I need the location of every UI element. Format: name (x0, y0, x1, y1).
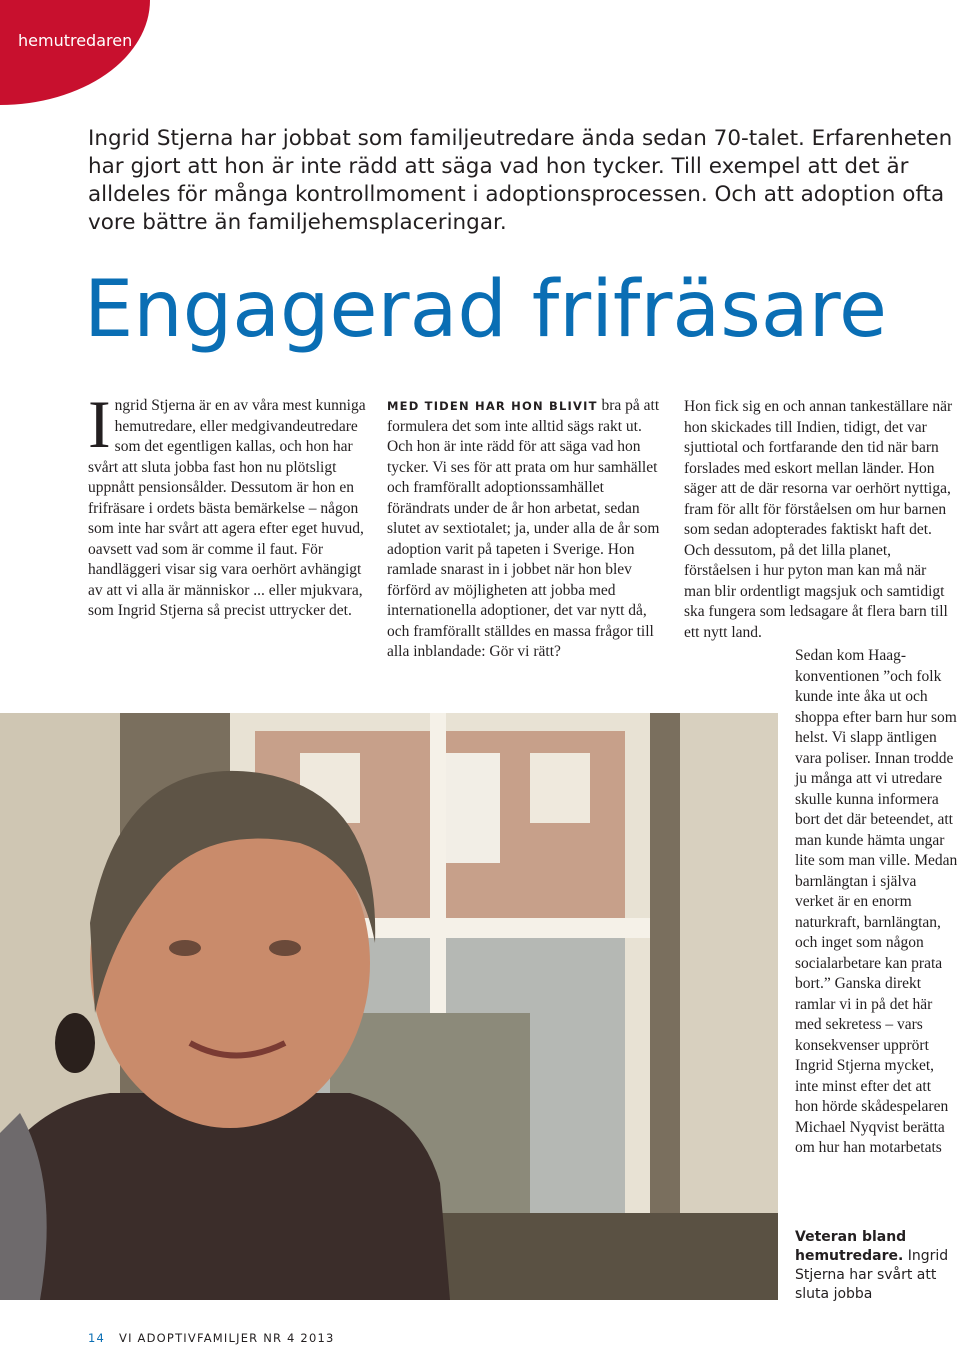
headline: Engagerad frifräsare (84, 265, 888, 355)
photo-caption (795, 1228, 955, 1304)
page-number: 14 (88, 1331, 106, 1345)
page-footer (88, 1331, 335, 1345)
section-tab (0, 0, 150, 105)
portrait-photo-illustration (0, 713, 778, 1300)
body-column-1-text: ngrid Stjerna är en av våra mest kunniga hemutredare, eller medgivandeutredare som det egentligen kallas, och hon har svårt att sluta jobba fast hon nu plötsligt uppnått pensionsålder. Dessutom är hon en frifräsare i ordets bästa bemärkelse – någon som inte har svårt att agera efter eget huvud, oavsett vad som är comme il faut. För handläggeri visar sig vara oerhört avhängigt av att vi alla är människor ... eller mjukvara, som Ingrid Stjerna så precist uttrycker det. (88, 397, 366, 619)
caption-text: Ingrid Stjerna har svårt att sluta jobba (795, 1248, 949, 1302)
run-in-caps: MED TIDEN HAR HON BLIVIT (387, 399, 598, 413)
body-column-2-text: bra på att formulera det som inte alltid sägs rakt ut. Och hon är inte rädd för att säga vad hon tycker. Vi ses för att prata om hur samhället och framförallt adoptionssamhället förändrats under de år hon arbetat, sedan slutet av sextiotalet; ja, under alla de år som adoption varit på tapeten i Sverige. Hon ramlade snarast in i jobbet när hon blev förförd av möjligheten att jobba med internationella adoptioner, det var nytt då, och framförallt ställdes en massa frågor till alla inblandade: Gör vi rätt? (387, 397, 660, 660)
body-column-3: Hon fick sig en och annan tankeställare när hon skickades till Indien, tidigt, det var sjuttiotal och fortfarande den tid när barn forslades med eskort mellan länder. Hon säger att de där resorna var oerhört nyttiga, fram för allt för förståelsen om hur barnen som sedan adopterades faktiskt haft det. Och dessutom, på det lilla planet, förståelsen i hur pyton man kan må när man blir ordentligt magsjuk och samtidigt ska fungera som ledsagare åt flera barn till ett nytt land. (684, 398, 953, 641)
caption-title: Veteran bland hemutredare. (795, 1229, 907, 1264)
body-column-4: Sedan kom Haag-konventionen ”och folk kunde inte åka ut och shoppa efter barn hur som helst. Vi slapp äntligen vara poliser. Innan trodde ju många att vi utredare skulle kunna informera bort det där beteendet, att man kunde hämta ungar lite som man ville. Medan barnlängtan i själva verket är en enorm naturkraft, barnlängtan, och inget som någon socialarbetare kan prata bort.” Ganska direkt ramlar vi in på det här med sekretess – vars konsekvenser upprört Ingrid Stjerna mycket, inte minst efter det att hon hörde skådespelaren Michael Nyqvist berätta om hur han motarbetats (795, 647, 958, 1156)
drop-cap: I (88, 386, 111, 462)
magazine-title: VI ADOPTIVFAMILJER NR 4 2013 (119, 1331, 335, 1345)
section-label: hemutredaren (18, 31, 133, 50)
portrait-photo (0, 713, 778, 1300)
body-column-2 (387, 396, 665, 663)
lead-paragraph: Ingrid Stjerna har jobbat som familjeutredare ända sedan 70-talet. Erfarenheten har gjort att hon är inte rädd att säga vad hon tycker. Till exempel att det är alldeles för många kontrollmoment i adoptionsprocessen. Och att adoption ofta vore bättre än familjehemsplaceringar. (88, 126, 953, 235)
body-column-1 (88, 386, 366, 622)
